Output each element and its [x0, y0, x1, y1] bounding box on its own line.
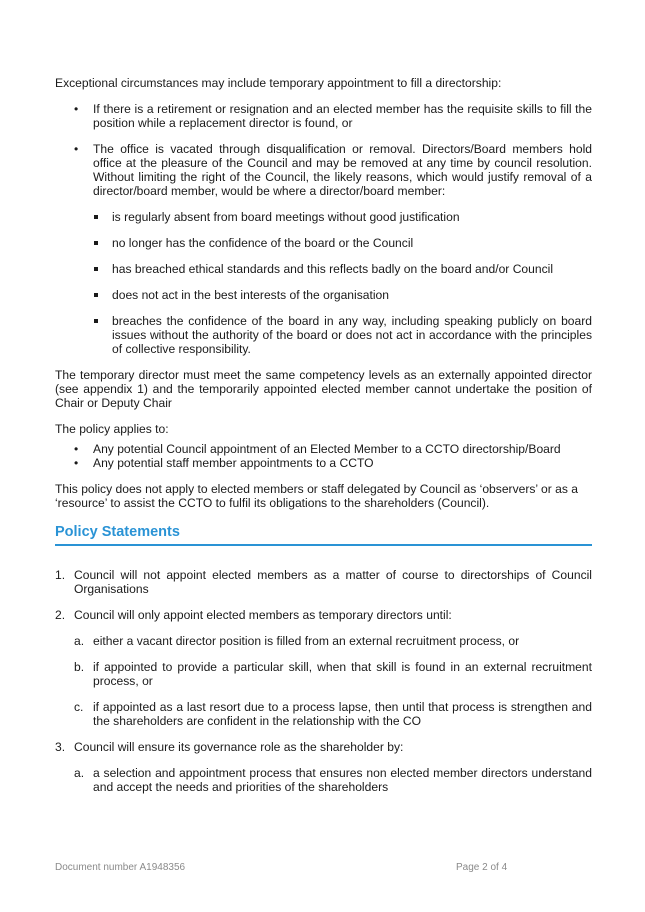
document-body	[55, 76, 592, 794]
list-item: does not act in the best interests of the organisation	[55, 288, 592, 302]
list-item: • The office is vacated through disqualification or removal. Directors/Board members hold office at the pleasure of the Council and may be removed at any time by council resolution. Without limiting the right of the Council, the likely reasons, which would justify removal of a director/board member, would be where a director/board member:	[74, 142, 592, 198]
list-item: is regularly absent from board meetings without good justification	[55, 210, 592, 224]
bullet-icon: •	[74, 442, 79, 456]
exception-list	[55, 102, 592, 198]
bullet-icon: •	[74, 102, 79, 116]
sub-statement-item: b. if appointed to provide a particular skill, when that skill is found in an external recruitment process, or	[74, 660, 592, 688]
sub-statement-item: a. a selection and appointment process that ensures non elected member directors understand and accept the needs and priorities of the shareholders	[74, 766, 592, 794]
list-item: has breached ethical standards and this reflects badly on the board and/or Council	[55, 262, 592, 276]
statement-item: 3. Council will ensure its governance role as the shareholder by:	[55, 740, 404, 754]
not-apply-paragraph: This policy does not apply to elected members or staff delegated by Council as ‘observers’ or as a ‘resource’ to assist the CCTO to fulfil its obligations to the shareholders (Council).	[55, 482, 578, 510]
page-number: Page 2 of 4	[456, 862, 508, 873]
list-item: no longer has the confidence of the board or the Council	[55, 236, 592, 250]
square-bullet-icon	[94, 241, 98, 245]
statement-item: 2. Council will only appoint elected members as temporary directors until:	[55, 608, 452, 622]
section-heading: Policy Statements	[55, 524, 592, 546]
square-bullet-icon	[94, 215, 98, 219]
bullet-icon: •	[74, 142, 79, 156]
document-number: Document number A1948356	[55, 862, 186, 873]
statement-item: 1. Council will not appoint elected members as a matter of course to directorships of Council Organisations	[55, 568, 592, 596]
list-item: • If there is a retirement or resignation and an elected member has the requisite skills to fill the position while a replacement director is found, or	[74, 102, 592, 130]
temporary-director-paragraph: The temporary director must meet the same competency levels as an externally appointed director (see appendix 1) and the temporarily appointed elected member cannot undertake the position of Chair or Deputy Chair	[55, 368, 592, 410]
list-item: • Any potential staff member appointments to a CCTO	[74, 456, 374, 470]
square-bullet-icon	[94, 293, 98, 297]
applies-to-paragraph: The policy applies to:	[55, 422, 169, 436]
intro-paragraph: Exceptional circumstances may include temporary appointment to fill a directorship:	[55, 76, 502, 90]
list-item: • Any potential Council appointment of an Elected Member to a CCTO directorship/Board	[74, 442, 561, 456]
removal-reasons-list	[55, 210, 592, 356]
square-bullet-icon	[94, 267, 98, 271]
sub-statement-item: c. if appointed as a last resort due to a process lapse, then until that process is strengthen and the shareholders are confident in the relationship with the CO	[74, 700, 592, 728]
sub-statement-item: a. either a vacant director position is filled from an external recruitment process, or	[74, 634, 520, 648]
applies-to-list	[55, 442, 592, 470]
square-bullet-icon	[94, 319, 98, 323]
bullet-icon: •	[74, 456, 79, 470]
list-item: breaches the confidence of the board in any way, including speaking publicly on board issues without the authority of the board or does not act in accordance with the principles of collective responsibility.	[55, 314, 592, 356]
